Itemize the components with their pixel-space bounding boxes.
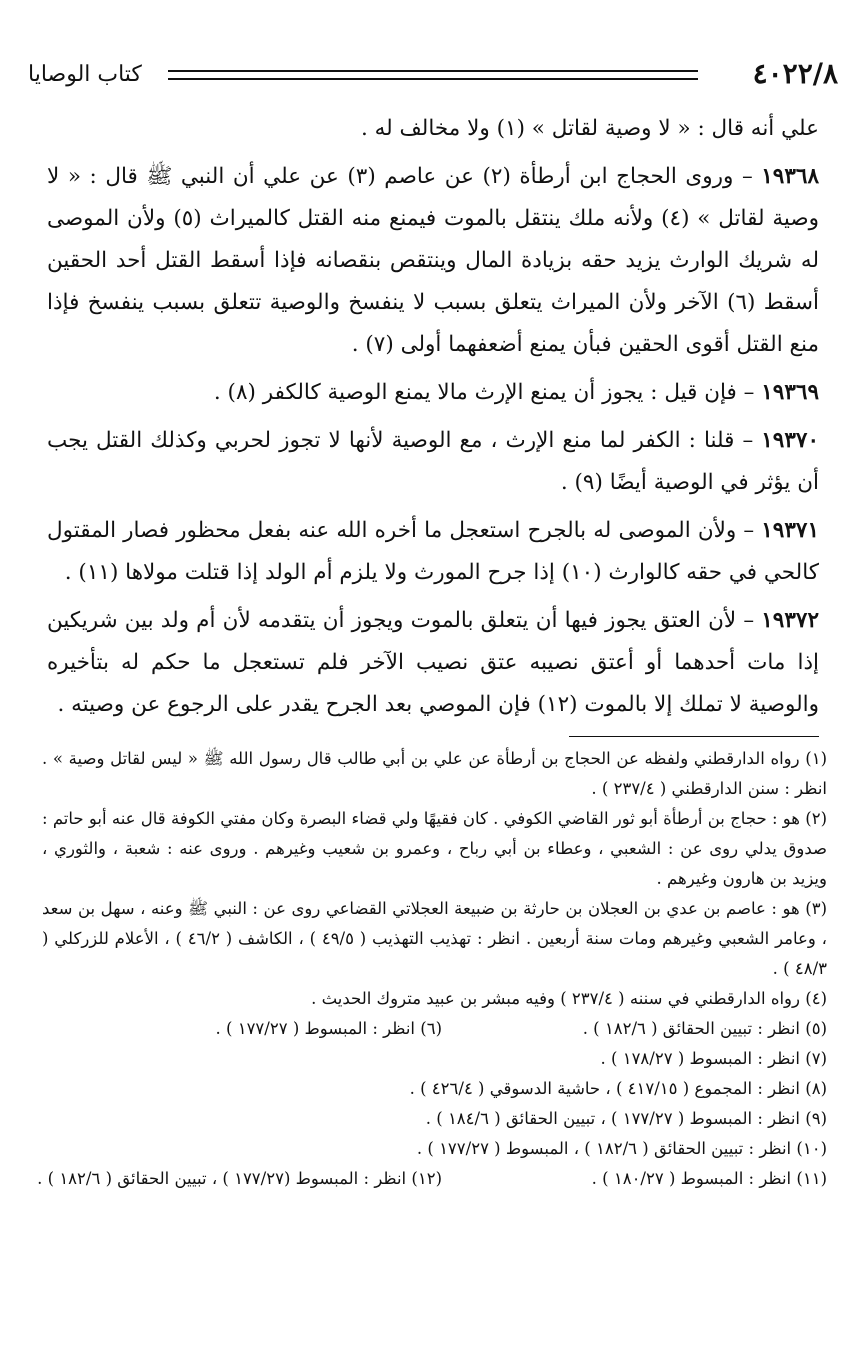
footnote: (١١) انظر : المبسوط ( ١٨٠/٢٧ ) . (591, 1169, 827, 1188)
footnote-row (37, 1164, 827, 1194)
header-rule (168, 70, 698, 80)
running-header (28, 56, 838, 96)
footnote-row (42, 1014, 827, 1044)
footnote: (٧) انظر : المبسوط ( ١٧٨/٢٧ ) . (600, 1049, 827, 1068)
paragraph-text: – لأن العتق يجوز فيها أن يتعلق بالموت ويجوز أن يتقدمه لأن أم ولد بين شريكين إذا مات أحدهما أو أعتق نصيبه عتق نصيب الآخر فلم تستعجل ما حكم له بتأخيره والوصية لا تملك إلا بالموت (١٢) فإن الموصي بعد الجرح يقدر على الرجوع عن وصيته . (47, 608, 819, 717)
footnote: (٦) انظر : المبسوط ( ١٧٧/٢٧ ) . (215, 1019, 442, 1038)
footnote: (١٠) انظر : تبيين الحقائق ( ١٨٢/٦ ) ، المبسوط ( ١٧٧/٢٧ ) . (416, 1139, 827, 1158)
footnote: (١) رواه الدارقطني ولفظه عن الحجاج بن أرطأة عن علي بن أبي طالب قال رسول الله ﷺ « ليس لقاتل وصية » . انظر : سنن الدارقطني ( ٢٣٧/٤ ) . (42, 749, 827, 798)
paragraph-number: ١٩٣٦٨ (761, 164, 819, 189)
footnote: (٨) انظر : المجموع ( ٤١٧/١٥ ) ، حاشية الدسوقي ( ٤٢٦/٤ ) . (409, 1079, 827, 1098)
paragraph-text: – قلنا : الكفر لما منع الإرث ، مع الوصية لأنها لا تجوز لحربي وكذلك القتل يجب أن يؤثر في الوصية أيضًا (٩) . (47, 428, 819, 495)
footnote: (٢) هو : حجاج بن أرطأة أبو ثور القاضي الكوفي . كان فقيهًا ولي قضاء البصرة وكان مفتي الكوفة قال عنه أبو حاتم : صدوق يدلي روى عن : الشعبي ، وعطاء بن أبي رباح ، وعمرو بن شعيب وغيرهم . وروى عنه : شعبة ، والثوري ، ويزيد بن هارون وغيرهم . (42, 809, 827, 888)
footnote: (٥) انظر : تبيين الحقائق ( ١٨٢/٦ ) . (582, 1019, 827, 1038)
paragraph (47, 372, 819, 414)
paragraph-number: ١٩٣٧١ (761, 518, 819, 543)
chapter-title: كتاب الوصايا (28, 62, 142, 87)
footnote: (٣) هو : عاصم بن عدي بن العجلان بن حارثة بن ضبيعة العجلاتي القضاعي روى عن : النبي ﷺ وعنه ، سهل بن سعد ، وعامر الشعبي وغيرهم ومات سنة أربعين . انظر : تهذيب التهذيب ( ٤٩/٥ ) ، الكاشف ( ٤٦/٢ ) ، الأعلام للزركلي ( ٤٨/٣ ) . (42, 899, 827, 978)
footnote: (٩) انظر : المبسوط ( ١٧٧/٢٧ ) ، تبيين الحقائق ( ١٨٤/٦ ) . (425, 1109, 827, 1128)
paragraph-text: – وروى الحجاج ابن أرطأة (٢) عن عاصم (٣) عن علي أن النبي ﷺ قال : « لا وصية لقاتل » (٤) ولأنه ملك ينتقل بالموت فيمنع منه القتل كالميراث (٥) ولأن الموصى له شريك الوارث يزيد حقه بزيادة المال وينتقص بنقصانه فإذا أسقط القتل أحد الحقين أسقط (٦) الآخر ولأن الميراث يتعلق بسبب لا ينفسخ والوصية تتعلق بسبب ينفسخ فإذا منع القتل أقوى الحقين فبأن يمنع أضعفهما أولى (٧) . (47, 164, 819, 357)
page-number: ٤٠٢٢/٨ (752, 57, 838, 90)
paragraph (47, 420, 819, 504)
footnote: (٤) رواه الدارقطني في سننه ( ٢٣٧/٤ ) وفيه مبشر بن عبيد متروك الحديث . (311, 989, 827, 1008)
main-text (47, 108, 819, 732)
paragraph-text: علي أنه قال : « لا وصية لقاتل » (١) ولا مخالف له . (360, 116, 819, 141)
paragraph-text: – فإن قيل : يجوز أن يمنع الإرث مالا يمنع الوصية كالكفر (٨) . (213, 380, 762, 405)
paragraph (47, 108, 819, 150)
paragraph (47, 510, 819, 594)
paragraph (47, 156, 819, 366)
paragraph-number: ١٩٣٧٠ (761, 428, 819, 453)
paragraph-text: – ولأن الموصى له بالجرح استعجل ما أخره الله عنه بفعل محظور فصار المقتول كالحي في حقه كالوارث (١٠) إذا جرح المورث ولا يلزم أم الولد إذا قتلت مولاها (١١) . (47, 518, 819, 585)
paragraph-number: ١٩٣٧٢ (761, 608, 819, 633)
footnote: (١٢) انظر : المبسوط (١٧٧/٢٧ ) ، تبيين الحقائق ( ١٨٢/٦ ) . (37, 1169, 442, 1188)
paragraph-number: ١٩٣٦٩ (761, 380, 819, 405)
footnotes (37, 744, 827, 1194)
footnote-rule (569, 736, 819, 737)
paragraph (47, 600, 819, 726)
